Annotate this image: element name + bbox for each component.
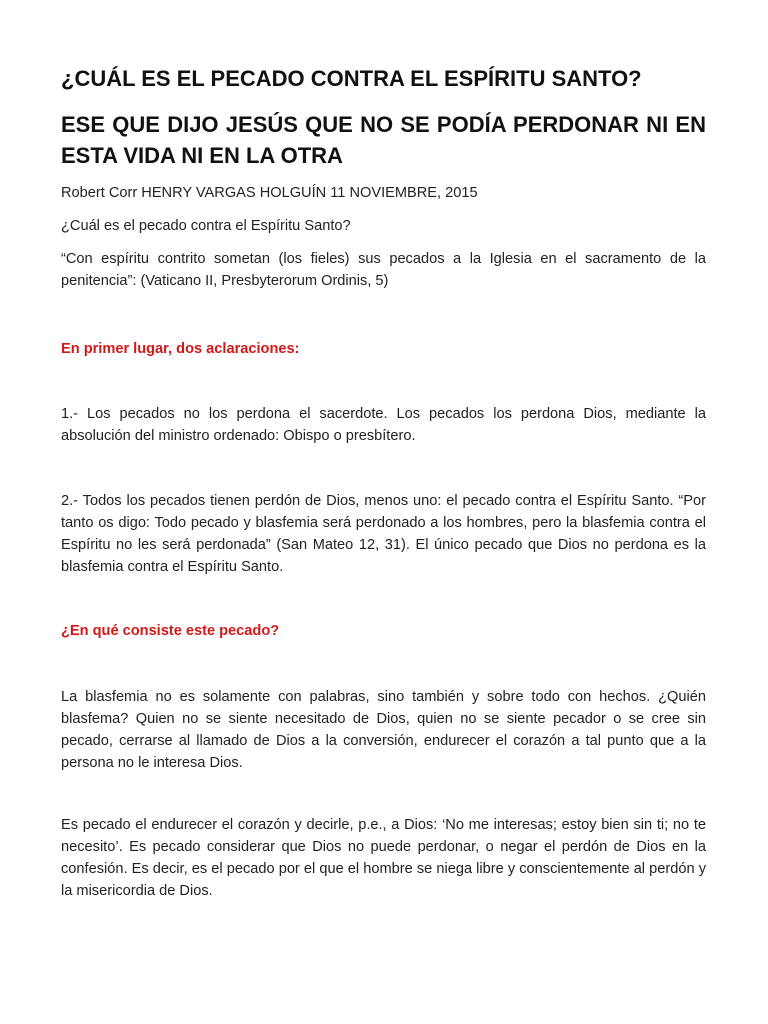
document-title: ¿CUÁL ES EL PECADO CONTRA EL ESPÍRITU SANTO? (61, 66, 642, 91)
section-heading-sin: ¿En qué consiste este pecado? (61, 623, 280, 639)
section-heading-clarifications: En primer lugar, dos aclaraciones: (61, 341, 300, 357)
paragraph-hardened-heart: Es pecado el endurecer el corazón y decirle, p.e., a Dios: ‘No me interesas; estoy bien sin ti; no te necesito’. Es pecado considerar que Dios no puede perdonar, o negar el perdón de Dios en la confesión. Es decir, es el pecado por el que el hombre se niega libre y conscientemente al perdón y la misericordia de Dios. (61, 817, 706, 899)
clarification-point-2: 2.- Todos los pecados tienen perdón de Dios, menos uno: el pecado contra el Espíritu Santo. “Por tanto os digo: Todo pecado y blasfemia será perdonado a los hombres, pero la blasfemia contra el Espíritu no les será perdonada” (San Mateo 12, 31). El único pecado que Dios no perdona es la blasfemia contra el Espíritu Santo. (61, 493, 706, 575)
paragraph-blasphemy: La blasfemia no es solamente con palabras, sino también y sobre todo con hechos. ¿Quién blasfema? Quien no se siente necesitado de Dios, quien no se siente pecador o se cree sin pecado, cerrarse al llamado de Dios a la conversión, endurecer el corazón a tal punto que a la persona no le interesa Dios. (61, 689, 706, 771)
intro-quote: “Con espíritu contrito sometan (los fieles) sus pecados a la Iglesia en el sacramento de la penitencia”: (Vaticano II, Presbyterorum Ordinis, 5) (61, 251, 706, 289)
byline: Robert Corr HENRY VARGAS HOLGUÍN 11 NOVIEMBRE, 2015 (61, 185, 478, 201)
document-subtitle: ESE QUE DIJO JESÚS QUE NO SE PODÍA PERDONAR NI EN ESTA VIDA NI EN LA OTRA (61, 112, 706, 168)
clarification-point-1: 1.- Los pecados no los perdona el sacerdote. Los pecados los perdona Dios, mediante la absolución del ministro ordenado: Obispo o presbítero. (61, 406, 706, 444)
intro-question: ¿Cuál es el pecado contra el Espíritu Santo? (61, 218, 351, 234)
